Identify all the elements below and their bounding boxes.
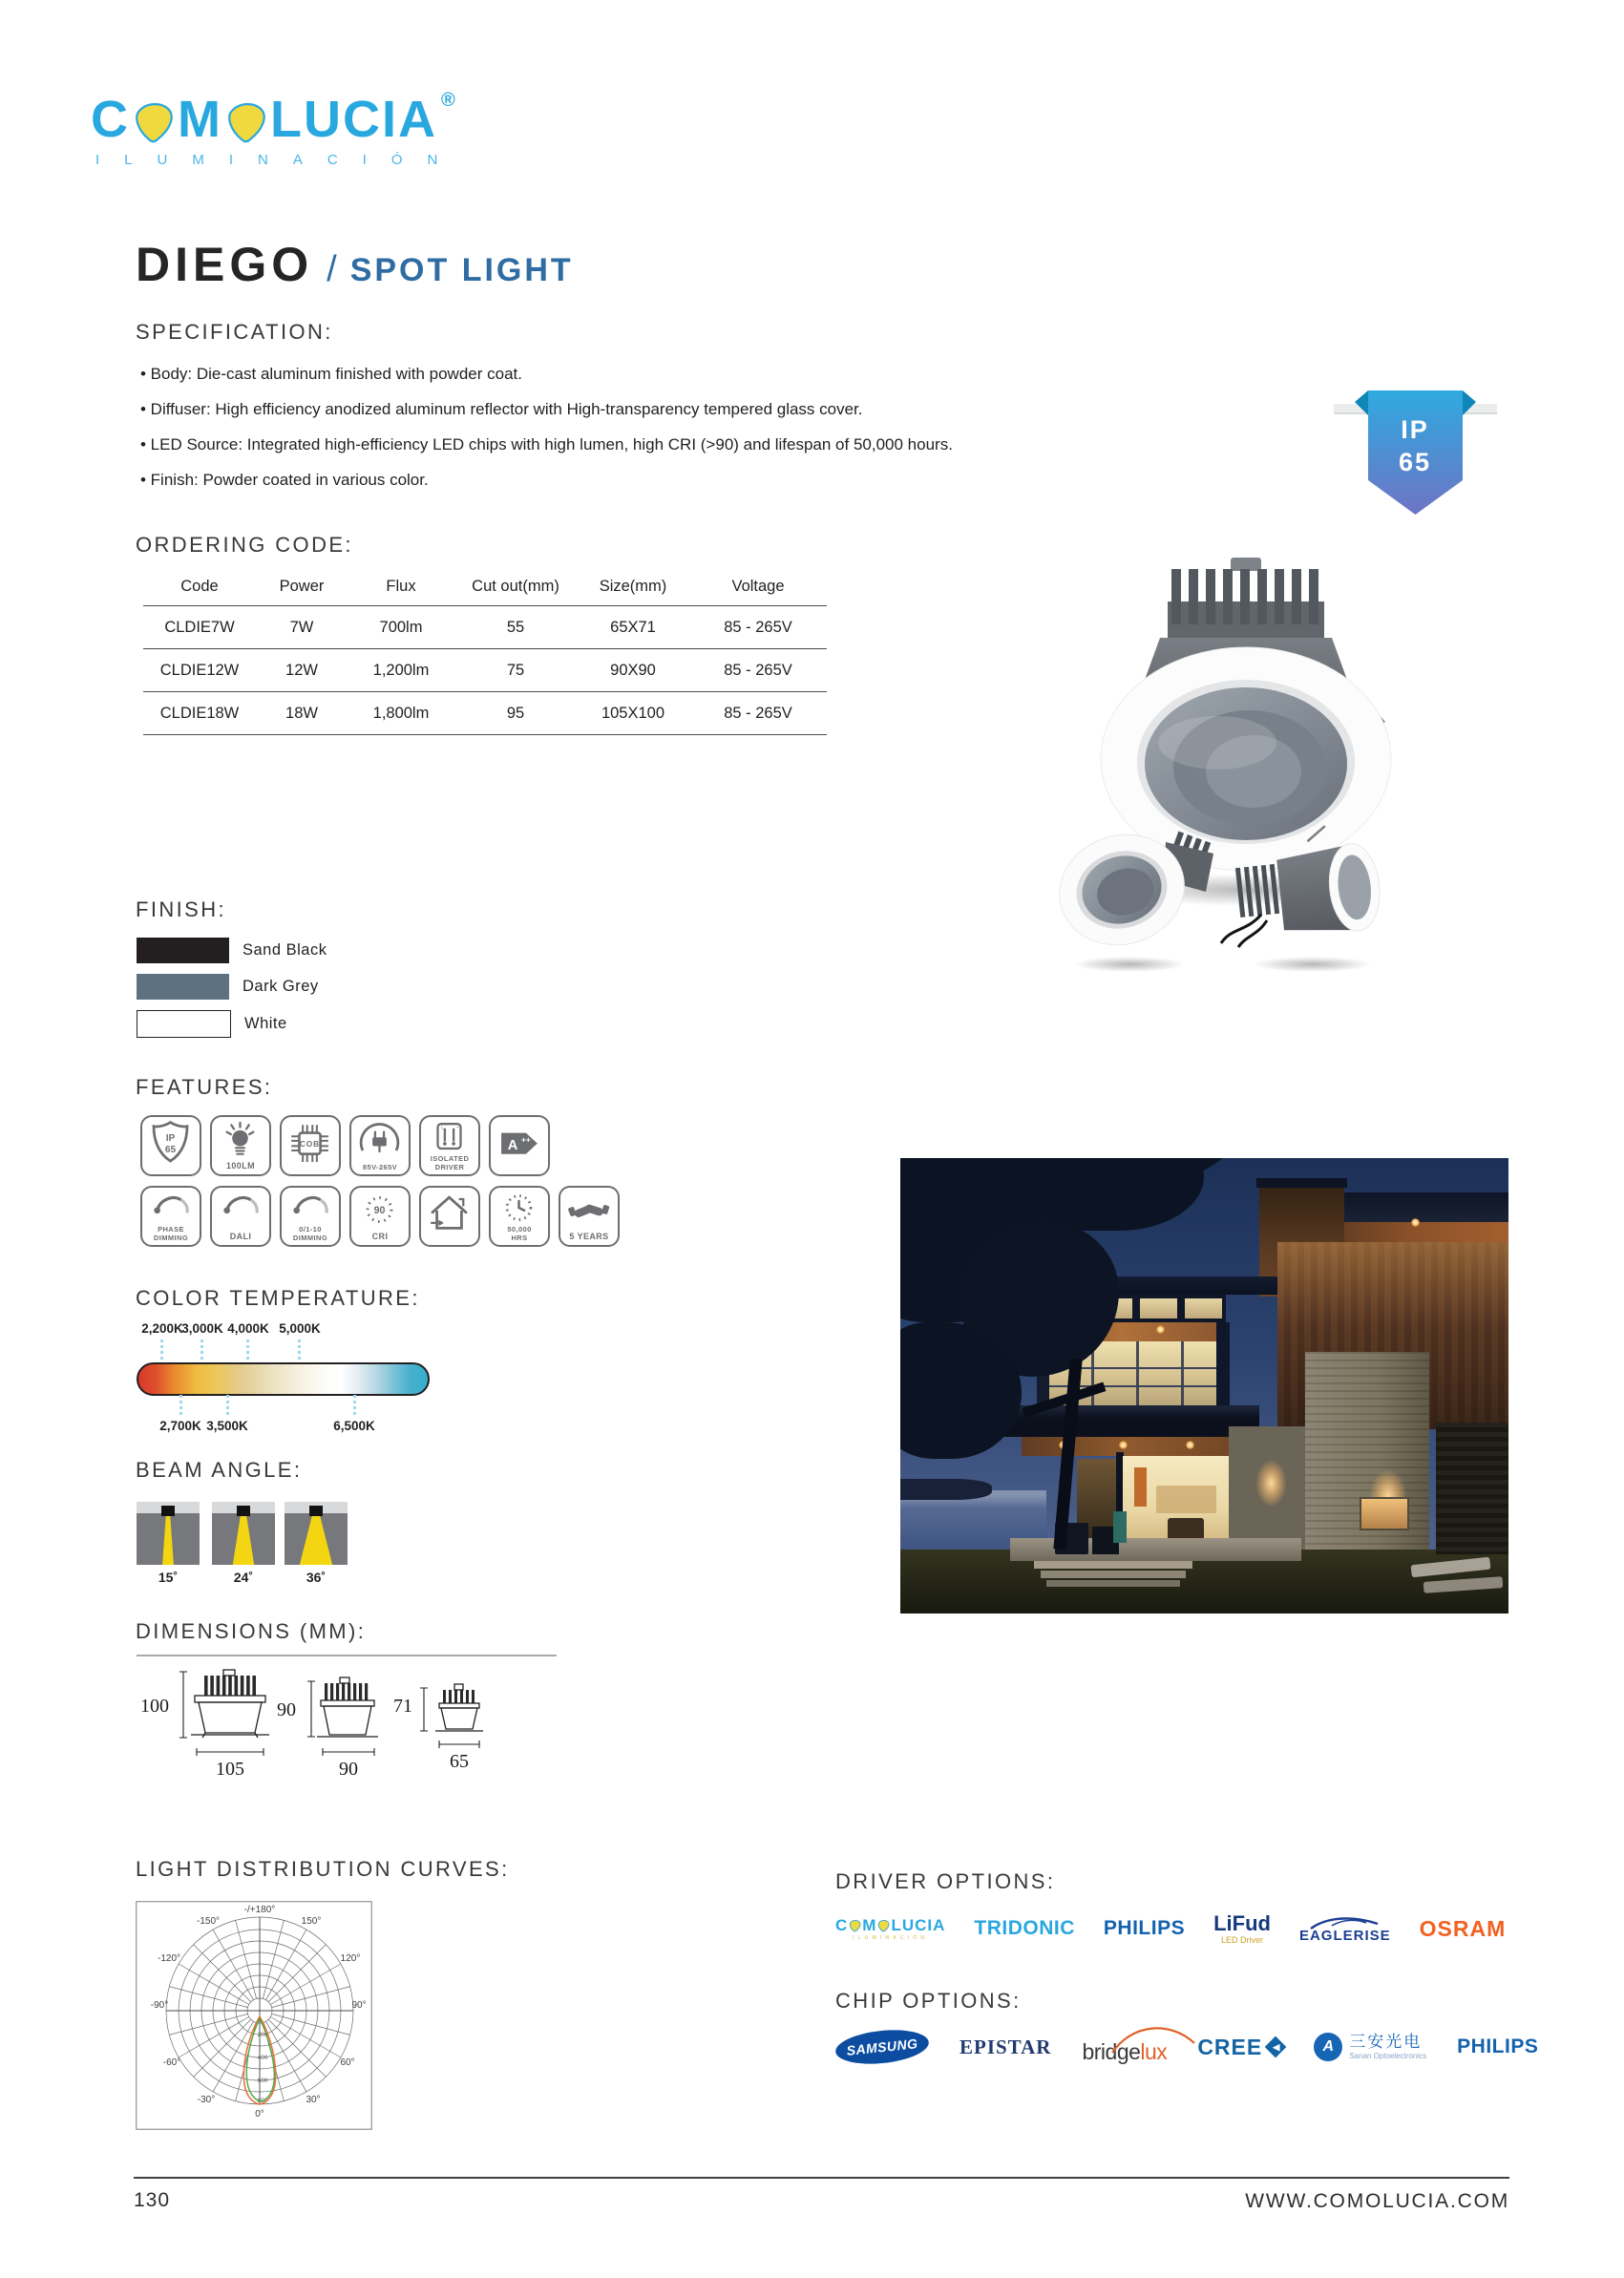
radial-tick: 200 <box>257 2032 268 2038</box>
cell-size: 105X100 <box>601 704 665 722</box>
beam-angle-15 <box>137 1502 200 1565</box>
feature-dali: DALI <box>210 1186 271 1247</box>
light-distribution-heading: LIGHT DISTRIBUTION CURVES: <box>136 1857 510 1881</box>
brand-logo-sanan: A 三安光电 Sanan Optoelectronics <box>1314 2033 1426 2061</box>
finish-label: Sand Black <box>243 941 327 959</box>
finish-heading: FINISH: <box>136 897 227 921</box>
angle-tick: 120° <box>340 1953 361 1964</box>
table-row <box>143 691 827 734</box>
dimmer-dial-icon <box>212 1188 268 1228</box>
color-temperature-heading: COLOR TEMPERATURE: <box>136 1286 420 1310</box>
cri-ring-icon <box>351 1188 408 1232</box>
beam-angle-label: 24˚ <box>233 1570 254 1585</box>
cell-power: 12W <box>285 661 318 679</box>
brand-logo-cree: CREE <box>1197 2035 1283 2060</box>
color-temperature-gradient-bar <box>137 1362 430 1396</box>
ip-badge-line1: IP <box>1401 415 1429 444</box>
angle-tick: -90° <box>150 2000 169 2011</box>
table-row <box>143 605 827 648</box>
svg-text:90: 90 <box>373 1205 386 1217</box>
dimension-drawings <box>124 1664 582 1788</box>
feature-phase-dimming: PHASE DIMMING <box>140 1186 201 1247</box>
finish-options <box>137 938 327 1048</box>
angle-tick: -150° <box>196 1916 221 1927</box>
chip-options-heading: CHIP OPTIONS: <box>835 1989 1022 2013</box>
divider <box>137 1655 557 1656</box>
features-row-2 <box>140 1186 620 1247</box>
beam-angle-label: 15˚ <box>158 1570 179 1585</box>
logo-subtitle: ILUMINACIÓN <box>95 152 463 168</box>
feature-indoor <box>419 1186 480 1247</box>
ct-label-3500k: 3,500K <box>206 1419 248 1433</box>
column-header: Power <box>279 577 325 595</box>
cell-size: 65X71 <box>610 618 656 636</box>
logo-letter: LUCIA <box>269 91 437 148</box>
lamp-icon <box>309 1506 323 1516</box>
radial-tick: 400 <box>257 2055 268 2061</box>
dim-height: 90 <box>277 1699 296 1720</box>
spec-bullet: • Diffuser: High efficiency anodized aluminum reflector with High-transparency tempered glass cover. <box>140 400 863 418</box>
dimensions-heading: DIMENSIONS (MM): <box>136 1619 367 1643</box>
cell-cutout: 75 <box>506 661 525 679</box>
application-photo <box>900 1158 1508 1614</box>
beam-angle-heading: BEAM ANGLE: <box>136 1458 303 1482</box>
logo-letter: C <box>91 91 130 148</box>
feature-isolated-driver: L + ISOLATED DRIVER <box>419 1115 480 1176</box>
dimmer-dial-icon <box>142 1188 199 1228</box>
registered-mark: ® <box>440 90 457 111</box>
table-header-row <box>143 567 827 605</box>
handshake-icon <box>560 1188 617 1232</box>
ct-label-4000k: 4,000K <box>227 1321 269 1336</box>
cell-code: CLDIE7W <box>164 618 235 636</box>
finish-option <box>137 938 327 963</box>
feature-lifespan: 50,000 HRS <box>489 1186 550 1247</box>
finish-option <box>137 974 327 1000</box>
ct-label-5000k: 5,000K <box>279 1321 321 1336</box>
cell-size: 90X90 <box>610 661 656 679</box>
chip-logos <box>835 2020 1538 2074</box>
brand-logo-philips: PHILIPS <box>1103 1917 1186 1939</box>
angle-tick: 90° <box>351 2000 367 2011</box>
ct-label-2200k: 2,200K <box>141 1321 183 1336</box>
color-swatch-white <box>137 1010 231 1038</box>
angle-tick: 0° <box>255 2109 264 2120</box>
logo-o-shape-icon <box>849 1919 861 1932</box>
svg-text:65: 65 <box>164 1144 177 1155</box>
column-header: Size(mm) <box>599 577 667 595</box>
cree-diamond-icon <box>1265 2036 1287 2058</box>
angle-tick: 30° <box>306 2095 321 2105</box>
logo-o-shape-icon <box>225 100 267 144</box>
brand-logo-philips: PHILIPS <box>1457 2035 1539 2057</box>
feature-energy-class <box>489 1115 550 1176</box>
feature-voltage: 85V-265V <box>349 1115 411 1176</box>
column-header: Code <box>180 577 219 595</box>
svg-text:A: A <box>507 1138 518 1154</box>
brand-logo-epistar: EPISTAR <box>960 2035 1052 2058</box>
dim-height: 71 <box>393 1696 412 1717</box>
dimmer-dial-icon <box>282 1188 338 1228</box>
driver-options-heading: DRIVER OPTIONS: <box>835 1869 1056 1893</box>
color-swatch-dark-grey <box>137 974 229 1000</box>
cell-voltage: 85 - 265V <box>724 661 792 679</box>
ct-tick <box>179 1395 182 1416</box>
beam-angle-36 <box>285 1502 348 1565</box>
ip65-ribbon-badge <box>1332 375 1499 526</box>
logo-letter: M <box>178 91 222 148</box>
beam-angle-24 <box>212 1502 275 1565</box>
specification-heading: SPECIFICATION: <box>136 320 333 344</box>
radial-tick: 600 <box>257 2078 268 2084</box>
title-divider: / <box>327 249 337 289</box>
specification-list <box>140 365 953 506</box>
svg-text:++: ++ <box>521 1134 531 1145</box>
dim-width: 105 <box>216 1759 244 1780</box>
logo-o-shape-icon <box>133 100 175 144</box>
brand-logo <box>91 90 463 168</box>
ordering-table <box>143 567 827 735</box>
ct-label-2700k: 2,700K <box>159 1419 201 1433</box>
brand-logo-samsung: SAMSUNG <box>833 2026 930 2068</box>
brand-logo-tridonic: TRIDONIC <box>974 1917 1075 1939</box>
angle-tick: -120° <box>157 1953 181 1964</box>
footer-rule <box>134 2177 1509 2179</box>
brand-logo-bridgelux: bridgelux <box>1082 2030 1167 2065</box>
brand-logo-eaglerise: EAGLERISE <box>1299 1915 1391 1943</box>
svg-text:+: + <box>455 1125 459 1130</box>
svg-text:COB: COB <box>299 1138 321 1149</box>
svg-text:IP: IP <box>165 1132 176 1144</box>
cell-flux: 1,800lm <box>372 704 430 722</box>
features-heading: FEATURES: <box>136 1075 273 1099</box>
cell-voltage: 85 - 265V <box>724 618 792 636</box>
cell-cutout: 95 <box>506 704 525 722</box>
dim-width: 90 <box>339 1759 358 1780</box>
finish-label: White <box>244 1015 287 1032</box>
cell-voltage: 85 - 265V <box>724 704 792 722</box>
ct-tick <box>353 1395 356 1416</box>
website-url: WWW.COMOLUCIA.COM <box>1245 2190 1509 2212</box>
color-swatch-sand-black <box>137 938 229 963</box>
ct-label-6500k: 6,500K <box>333 1419 375 1433</box>
cell-power: 18W <box>285 704 318 722</box>
brand-logo-comolucia: C M LUCIA ILUMINACIÓN <box>835 1915 946 1941</box>
ct-tick <box>246 1339 249 1360</box>
page-number: 130 <box>134 2189 171 2211</box>
angle-tick: -/+180° <box>243 1905 276 1915</box>
bridgelux-arc-icon <box>1110 2022 1198 2055</box>
product-photo <box>1026 535 1466 979</box>
feature-cob <box>280 1115 341 1176</box>
angle-tick: 60° <box>340 2057 355 2068</box>
table-row <box>143 648 827 691</box>
sanan-badge-icon: A <box>1314 2033 1342 2061</box>
logo-o-shape-icon <box>877 1919 890 1932</box>
ct-tick <box>200 1339 203 1360</box>
feature-cri: 90 CRI <box>349 1186 411 1247</box>
spec-bullet: • LED Source: Integrated high-efficiency LED chips with high lumen, high CRI (>90) and lifespan of 50,000 hours. <box>140 435 953 453</box>
clock-icon <box>491 1188 547 1228</box>
ct-tick <box>298 1339 301 1360</box>
spec-bullet: • Finish: Powder coated in various color. <box>140 471 429 489</box>
radial-tick: 800 <box>257 2098 268 2104</box>
lamp-icon <box>237 1506 250 1516</box>
page-title <box>136 237 574 292</box>
angle-tick: 150° <box>301 1916 322 1927</box>
cell-cutout: 55 <box>506 618 525 636</box>
ct-label-3000k: 3,000K <box>181 1321 223 1336</box>
svg-text:L: L <box>441 1125 444 1130</box>
brand-logo-osram: OSRAM <box>1419 1915 1507 1941</box>
features-row-1 <box>140 1115 550 1176</box>
cell-code: CLDIE18W <box>159 704 240 722</box>
polar-light-distribution-chart <box>136 1901 372 2130</box>
ip-badge-line2: 65 <box>1398 448 1432 476</box>
cob-chip-icon <box>282 1117 338 1173</box>
house-icon <box>421 1188 477 1244</box>
ct-tick <box>226 1395 229 1416</box>
product-type: SPOT LIGHT <box>349 252 574 288</box>
ordering-heading: ORDERING CODE: <box>136 533 353 557</box>
isolated-driver-icon <box>421 1117 477 1157</box>
cell-flux: 700lm <box>379 618 423 636</box>
finish-label: Dark Grey <box>243 978 319 995</box>
lamp-icon <box>161 1506 175 1516</box>
energy-label-icon <box>491 1117 547 1173</box>
column-header: Flux <box>386 577 416 595</box>
angle-tick: -30° <box>197 2095 216 2105</box>
dim-width: 65 <box>450 1751 469 1772</box>
shield-icon <box>142 1117 199 1173</box>
feature-lumen: 100LM <box>210 1115 271 1176</box>
cell-power: 7W <box>289 618 314 636</box>
feature-warranty: 5 YEARS <box>559 1186 620 1247</box>
finish-option <box>137 1010 327 1038</box>
beam-angle-label: 36˚ <box>306 1570 327 1585</box>
spec-bullet: • Body: Die-cast aluminum finished with powder coat. <box>140 365 522 383</box>
dim-height: 100 <box>140 1696 169 1717</box>
plug-icon <box>351 1117 408 1163</box>
column-header: Cut out(mm) <box>472 577 559 595</box>
feature-ip65 <box>140 1115 201 1176</box>
column-header: Voltage <box>731 577 785 595</box>
product-name: DIEGO <box>136 238 314 291</box>
brand-logo-lifud: LiFud LED Driver <box>1213 1910 1271 1945</box>
feature-0-1-10-dimming: 0/1-10 DIMMING <box>280 1186 341 1247</box>
bulb-icon <box>212 1117 268 1163</box>
cell-flux: 1,200lm <box>372 661 430 679</box>
ct-tick <box>160 1339 163 1360</box>
angle-tick: -60° <box>162 2057 181 2068</box>
driver-logos <box>835 1904 1506 1953</box>
cell-code: CLDIE12W <box>159 661 240 679</box>
